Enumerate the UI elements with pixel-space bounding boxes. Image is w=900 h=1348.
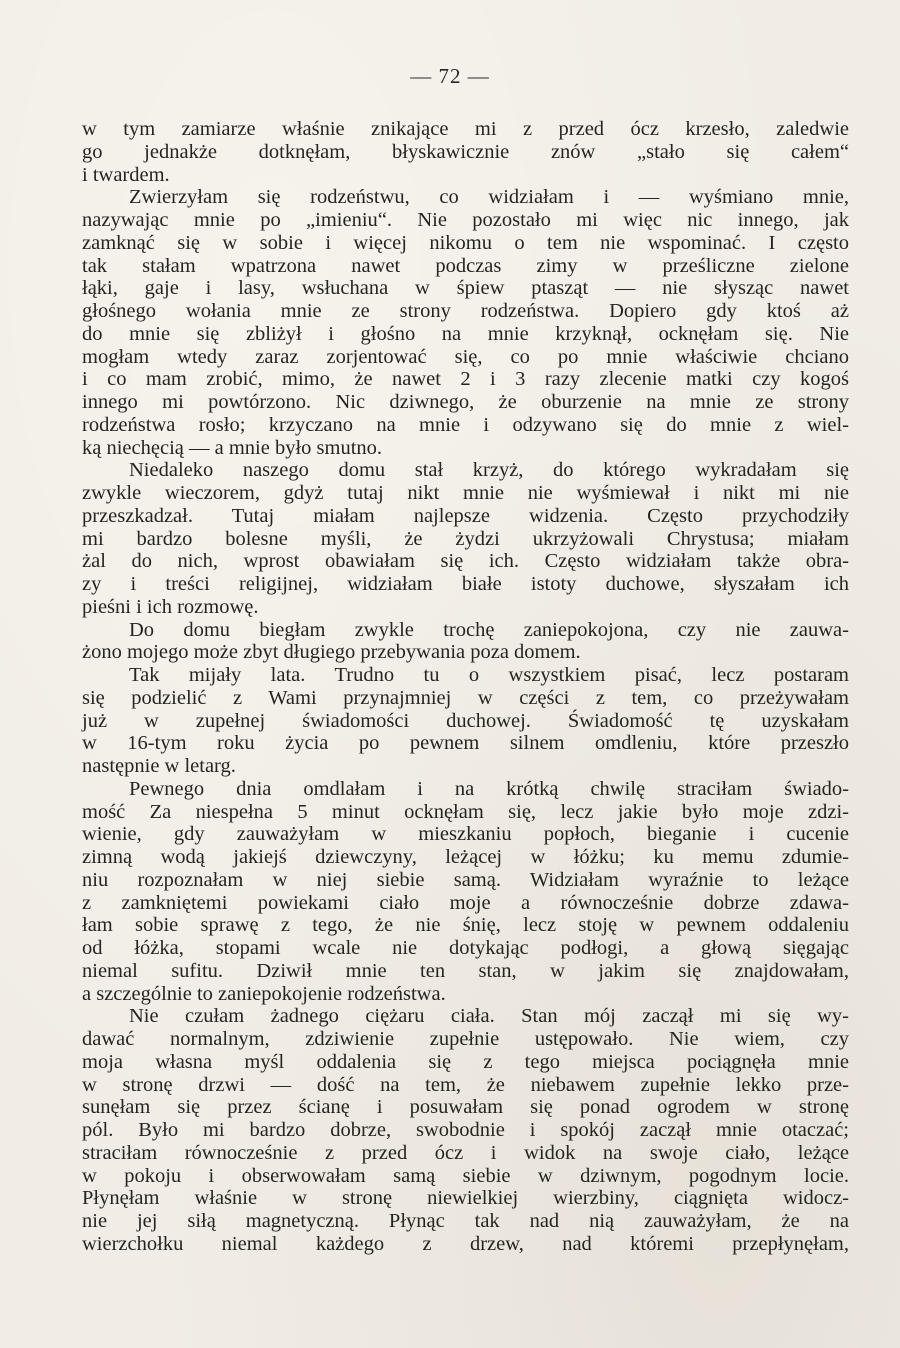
text-line: Pewnego dnia omdlałam i na krótką chwilę straciłam świado- [129,777,849,800]
text-line: nazywając mnie po „imieniu“. Nie pozostało mi więc nic innego, jak [82,209,849,231]
text-line: przeszkadzał. Tutaj miałam najlepsze widzenia. Często przychodziły [82,504,849,527]
text-line: niemal sufitu. Dziwił mnie ten stan, w jakim się znajdowałam, [82,959,849,982]
text-line: mogłam wtedy zaraz zorjentować się, co po mnie właściwie chciano [82,345,849,368]
text-line: do mnie się zbliżył i głośno na mnie krzyknął, ocknęłam się. Nie [82,322,849,345]
text-line: się podzielić z Wami przynajmniej w części z tem, co przeżywałam [82,686,849,709]
text-line: mość Za niespełna 5 minut ocknęłam się, lecz jakie było moje zdzi- [82,800,849,823]
text-line: żal do nich, wprost obawiałam się ich. Często widziałam także obra- [82,550,849,573]
text-line: pól. Było mi bardzo dobrze, swobodnie i spokój zaczął mnie otaczać; [82,1119,849,1141]
text-line: niu rozpoznałam w niej siebie samą. Widziałam wyraźnie to leżące [82,868,849,891]
text-line: Zwierzyłam się rodzeństwu, co widziałam i — wyśmiano mnie, [129,186,849,209]
text-line: i co mam zrobić, mimo, że nawet 2 i 3 razy zlecenie matki czy kogoś [82,368,849,391]
text-line: rodzeństwa rosło; krzyczano na mnie i odzywano się do mnie z wiel- [82,413,849,436]
text-line: w pokoju i obserwowałam samą siebie w dziwnym, pogodnym locie. [82,1164,849,1187]
text-line: Nie czułam żadnego ciężaru ciała. Stan mój zaczął mi się wy- [129,1005,849,1028]
text-line: zy i treści religijnej, widziałam białe istoty duchowe, słyszałam ich [82,573,849,595]
text-line: w tym zamiarze właśnie znikające mi z przed ócz krzesło, zaledwie [82,118,849,140]
text-line: tak stałam wpatrzona nawet podczas zimy w prześliczne zielone [82,254,849,277]
text-line: mi bardzo bolesne myśli, że żydzi ukrzyżowali Chrystusa; miałam [82,527,849,550]
text-line: następnie w letarg. [82,755,236,777]
text-line: a szczególnie to zaniepokojenie rodzeństwa. [82,982,446,1005]
text-line: Niedaleko naszego domu stał krzyż, do którego wykradałam się [129,459,849,482]
text-line: już w zupełnej świadomości duchowej. Świadomość tę uzyskałam [82,709,849,732]
text-line: Płynęłam właśnie w stronę niewielkiej wierzbiny, ciągnięta widocz- [82,1187,849,1210]
text-line: pieśni i ich rozmowę. [82,595,259,618]
text-line: od łóżka, stopami wcale nie dotykając podłogi, a głową sięgając [82,937,849,959]
text-line: z zamkniętemi powiekami ciało moje a równocześnie dobrze zdawa- [82,891,849,914]
text-line: ką niechęcią — a mnie było smutno. [82,436,383,459]
body-text [82,118,849,1256]
text-line: i twardem. [82,163,170,186]
text-line: zwykle wieczorem, gdyż tutaj nikt mnie nie wyśmiewał i nikt mi nie [82,482,849,504]
text-line: Do domu biegłam zwykle trochę zaniepokojona, czy nie zauwa- [129,618,849,641]
text-line: żono mojego może zbyt długiego przebywania poza domem. [82,641,581,664]
text-line: wienie, gdy zauważyłam w mieszkaniu popłoch, bieganie i cucenie [82,823,849,846]
text-line: moja własna myśl oddalenia się z tego miejsca pociągnęła mnie [82,1050,849,1073]
text-line: sunęłam się przez ścianę i posuwałam się ponad ogrodem w stronę [82,1096,849,1119]
text-line: dawać normalnym, zdziwienie zupełnie ustępowało. Nie wiem, czy [82,1028,849,1050]
page-number: — 72 — [410,64,490,88]
text-line: innego mi powtórzono. Nic dziwnego, że oburzenie na mnie ze strony [82,391,849,413]
text-line: zimną wodą jakiejś dziewczyny, leżącej w łóżku; ku memu zdumie- [82,846,849,868]
text-line: w 16-tym roku życia po pewnem silnem omdleniu, które przeszło [82,732,849,755]
text-line: głośnego wołania mnie ze strony rodzeństwa. Dopiero gdy ktoś aż [82,300,849,322]
text-line: go jednakże dotknęłam, błyskawicznie znów „stało się całem“ [82,140,849,163]
text-line: zamknąć się w sobie i więcej nikomu o tem nie wspominać. I często [82,231,849,254]
text-line: w stronę drzwi — dość na tem, że niebawem zupełnie lekko prze- [82,1073,849,1096]
text-line: łam sobie sprawę z tego, że nie śnię, lecz stoję w pewnem oddaleniu [82,914,849,937]
text-line: nie jej siłą magnetyczną. Płynąc tak nad nią zauważyłam, że na [82,1210,849,1232]
text-line: łąki, gaje i lasy, wsłuchana w śpiew ptasząt — nie słysząc nawet [82,277,849,300]
text-line: Tak mijały lata. Trudno tu o wszystkiem pisać, lecz postaram [129,664,849,686]
text-line: straciłam równocześnie z przed ócz i widok na swoje ciało, leżące [82,1141,849,1164]
text-line: wierzchołku niemal każdego z drzew, nad któremi przepłynęłam, [82,1232,849,1255]
